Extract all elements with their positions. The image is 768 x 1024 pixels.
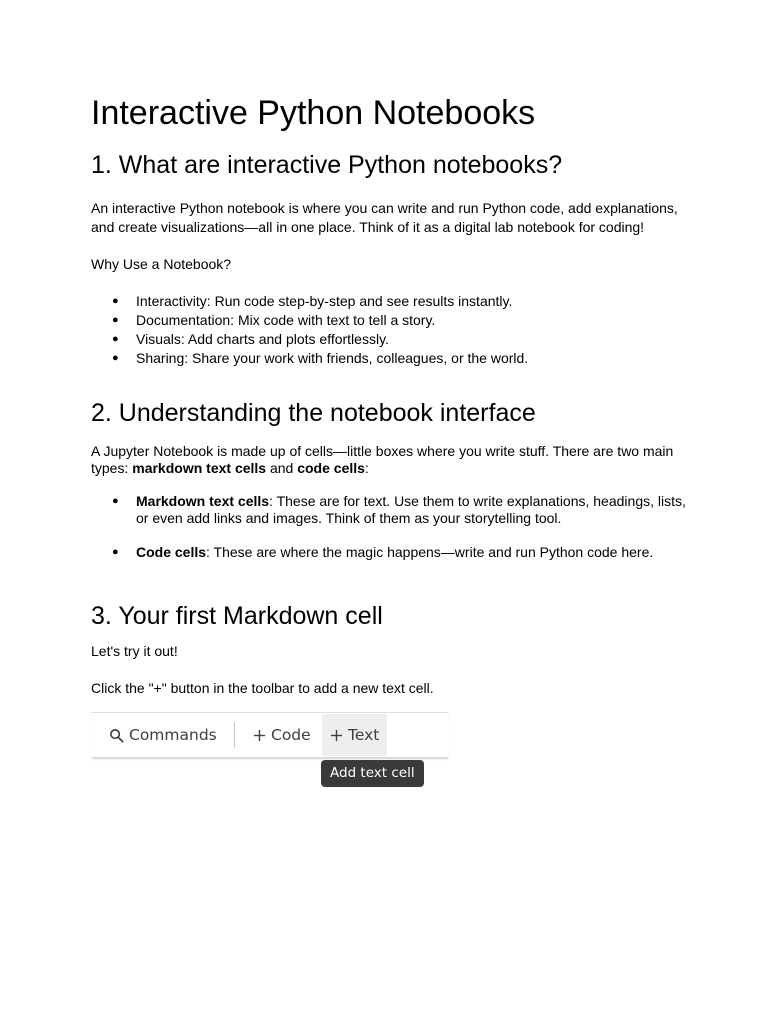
intro-bold-markdown: markdown text cells bbox=[132, 460, 267, 476]
code-label: Code bbox=[271, 726, 311, 744]
document-content bbox=[91, 92, 691, 792]
bullet-text: : These are for text. Use them to write explanations, headings, lists, or even add links and images. Think of them as your storytelling tool. bbox=[136, 493, 686, 526]
bullet-term: Markdown text cells bbox=[136, 493, 270, 509]
section-1-why: Why Use a Notebook? bbox=[91, 256, 232, 272]
plus-icon bbox=[253, 729, 266, 742]
add-text-cell-tooltip: Add text cell bbox=[321, 760, 424, 787]
toolbar-screenshot bbox=[91, 712, 449, 792]
intro-bold-code: code cells bbox=[297, 460, 365, 476]
list-item: ● Sharing: Share your work with friends, colleagues, or the world. bbox=[91, 349, 691, 368]
search-icon bbox=[109, 728, 124, 743]
bullet-text: : These are where the magic happens—write and run Python code here. bbox=[206, 544, 654, 560]
intro-text: A Jupyter Notebook is made up of cells—little boxes where you write stuff. There are two main types: bbox=[91, 443, 674, 476]
section-2-heading: 2. Understanding the notebook interface bbox=[91, 399, 536, 427]
commands-button[interactable] bbox=[109, 714, 217, 756]
intro-text: and bbox=[266, 460, 298, 476]
list-item: ● Visuals: Add charts and plots effortlessly. bbox=[91, 330, 691, 349]
add-text-button[interactable] bbox=[322, 714, 387, 756]
section-2-intro bbox=[91, 443, 691, 477]
section-2-bullet-list bbox=[91, 493, 691, 561]
section-3-line-2: Click the "+" button in the toolbar to add a new text cell. bbox=[91, 680, 434, 696]
section-3-line-1: Let's try it out! bbox=[91, 643, 178, 659]
commands-label: Commands bbox=[129, 726, 217, 744]
list-item: ● Documentation: Mix code with text to tell a story. bbox=[91, 311, 691, 330]
section-3-heading: 3. Your first Markdown cell bbox=[91, 602, 383, 630]
text-label: Text bbox=[348, 726, 380, 744]
bullet-term: Code cells bbox=[136, 544, 207, 560]
notebook-toolbar bbox=[91, 712, 449, 757]
toolbar-divider bbox=[234, 722, 235, 748]
add-code-button[interactable] bbox=[253, 714, 311, 756]
section-1-heading: 1. What are interactive Python notebooks? bbox=[91, 151, 563, 179]
intro-text: : bbox=[364, 460, 369, 476]
list-item: ● Interactivity: Run code step-by-step and see results instantly. bbox=[91, 292, 691, 311]
list-item bbox=[91, 544, 691, 561]
list-item bbox=[91, 493, 691, 527]
page-title: Interactive Python Notebooks bbox=[91, 94, 536, 132]
section-1-bullet-list bbox=[91, 292, 691, 368]
plus-icon bbox=[330, 729, 343, 742]
section-1-intro: An interactive Python notebook is where you can write and run Python code, add explanations, and create visualizations—all in one place. Think of it as a digital lab notebook for coding! bbox=[91, 200, 678, 235]
